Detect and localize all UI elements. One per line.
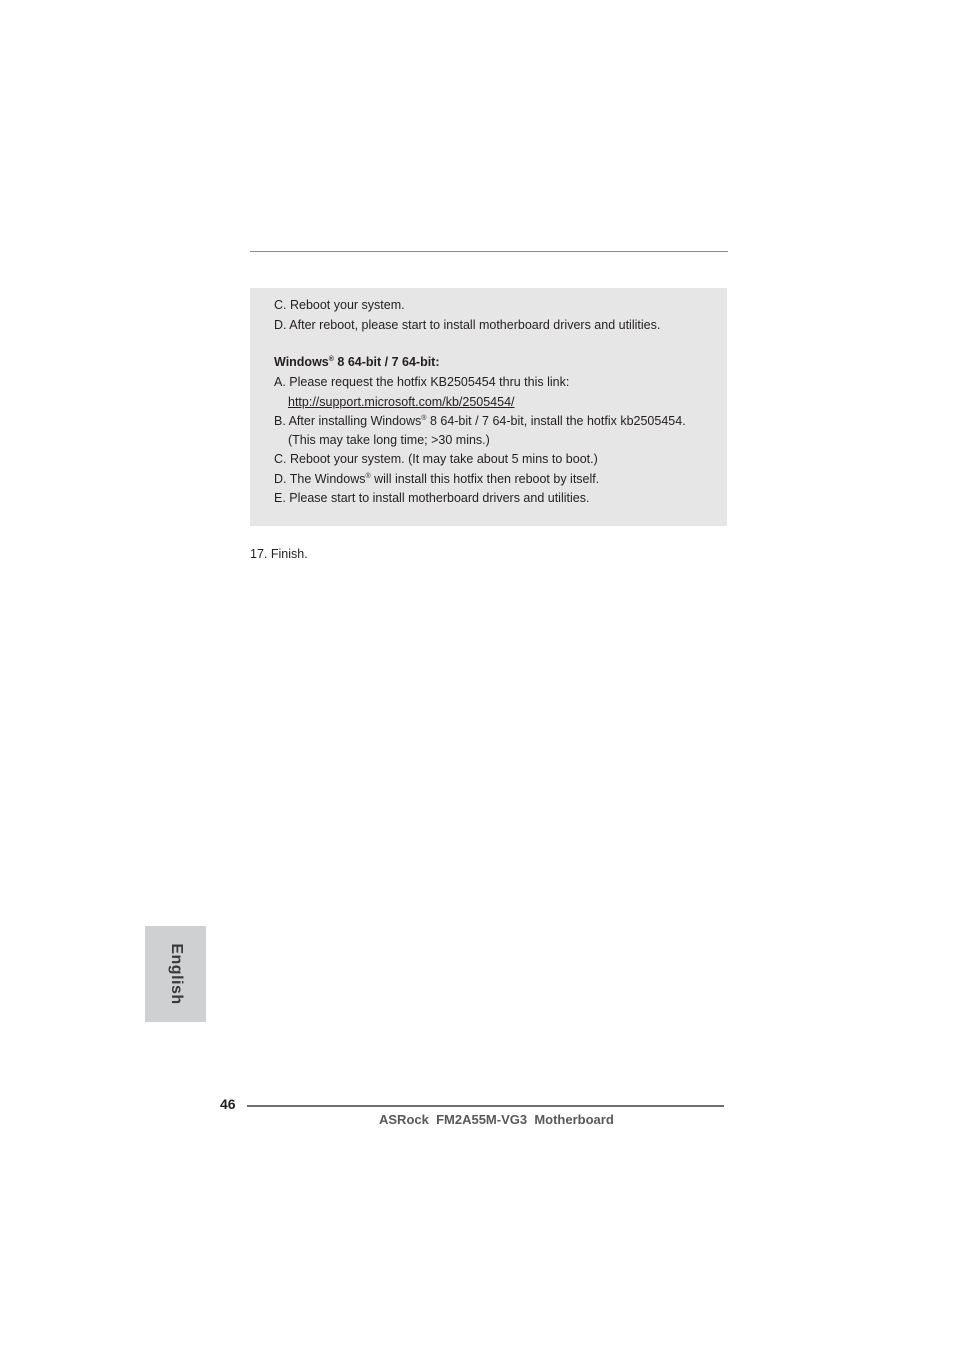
footer-title: ASRock FM2A55M-VG3 Motherboard <box>379 1112 614 1127</box>
registered-mark: ® <box>328 356 334 363</box>
os-heading <box>274 354 440 370</box>
language-side-tab <box>145 926 206 1022</box>
step-b-suffix: 8 64-bit / 7 64-bit, install the hotfix kb2505454. <box>426 414 686 428</box>
step-d-suffix: will install this hotfix then reboot by itself. <box>370 472 600 486</box>
step-e: E. Please start to install motherboard drivers and utilities. <box>274 491 590 505</box>
hotfix-link[interactable]: http://support.microsoft.com/kb/2505454/ <box>288 395 515 409</box>
step-a: A. Please request the hotfix KB2505454 thru this link: <box>274 375 570 389</box>
finish-step: 17. Finish. <box>250 547 308 561</box>
step-b <box>274 413 686 429</box>
top-divider <box>250 251 728 252</box>
pre-line-c: C. Reboot your system. <box>274 298 405 312</box>
os-heading-suffix: 8 64-bit / 7 64-bit: <box>333 355 440 369</box>
pre-line-d: D. After reboot, please start to install motherboard drivers and utilities. <box>274 318 661 332</box>
registered-mark: ® <box>365 473 371 480</box>
footer-divider <box>247 1105 724 1107</box>
step-b-prefix: B. After installing Windows <box>274 414 422 428</box>
registered-mark: ® <box>421 415 427 422</box>
os-heading-prefix: Windows <box>274 355 329 369</box>
step-d-prefix: D. The Windows <box>274 472 366 486</box>
step-c: C. Reboot your system. (It may take about 5 mins to boot.) <box>274 452 598 466</box>
step-b-continued: (This may take long time; >30 mins.) <box>288 433 490 447</box>
step-d <box>274 471 599 487</box>
page-number: 46 <box>220 1096 236 1112</box>
language-label: English <box>167 943 185 1005</box>
